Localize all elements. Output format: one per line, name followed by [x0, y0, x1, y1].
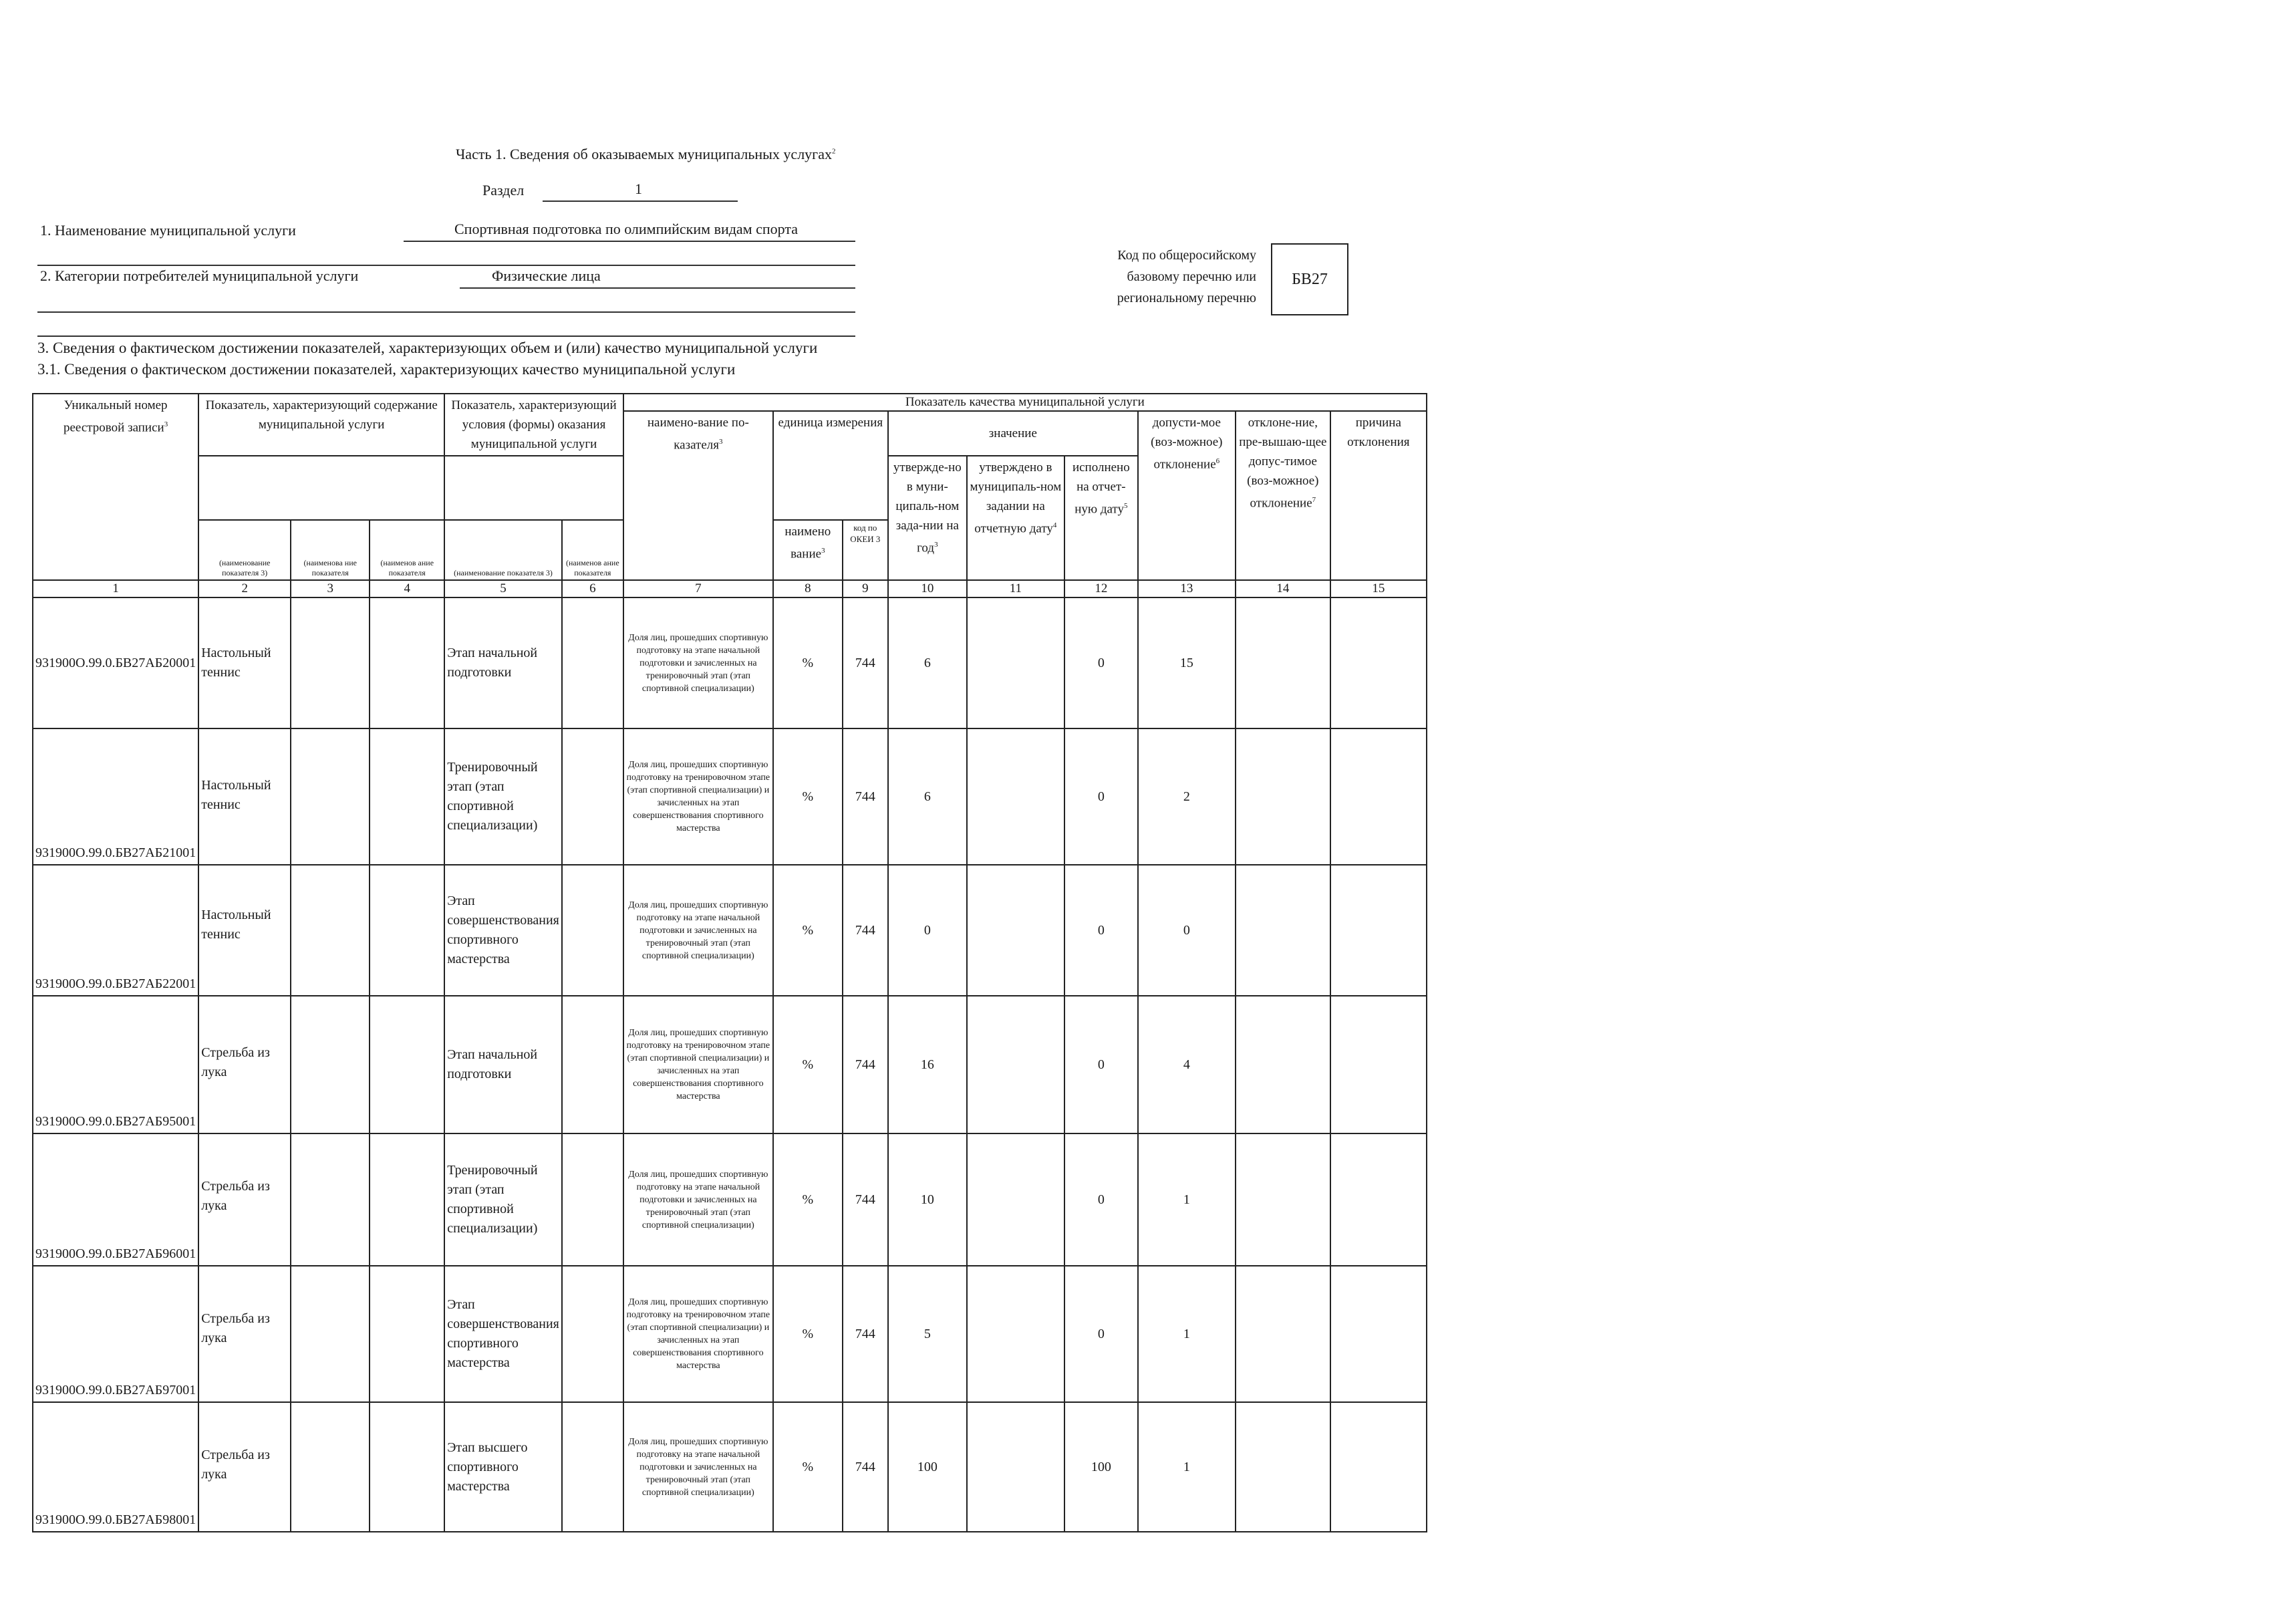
executed-value: 0: [1064, 865, 1138, 996]
registry-number: 931900О.99.0.БВ27АБ21001: [33, 728, 198, 865]
code-label: Код по общеросийскому базовому перечню или региональному перечню: [1117, 248, 1256, 305]
table-row: [33, 865, 1427, 996]
sport-name: Настольный теннис: [198, 728, 291, 865]
empty-cell: [1236, 865, 1330, 996]
col-number: 11: [967, 580, 1064, 597]
consumers-line-3: [37, 336, 855, 337]
executed-value: 0: [1064, 1133, 1138, 1266]
empty-cell: [1236, 1266, 1330, 1402]
empty-cell: [291, 597, 370, 728]
indicator-description: Доля лиц, прошедших спортивную подготовку на этапе начальной подготовки и зачисленных на тренировочный этап (этап спортивной специализации): [623, 1133, 773, 1266]
header-exceed: отклоне-ние, пре-вышаю-щее допус-тимое (воз-можное) отклонение$^7$: [1236, 411, 1330, 580]
service-name-underline: [404, 241, 855, 242]
okei-code: 744: [843, 865, 888, 996]
training-stage: Этап совершенствования спортивного мастерства: [444, 1266, 562, 1402]
header-indicator-name: наимено-вание по-казателя$^3$: [623, 411, 773, 580]
table-row: [33, 1133, 1427, 1266]
okei-code: 744: [843, 996, 888, 1133]
empty-cell: [370, 597, 444, 728]
col-number: 2: [198, 580, 291, 597]
empty-cell: [370, 728, 444, 865]
okei-code: 744: [843, 1266, 888, 1402]
consumers-value: Физические лица: [492, 267, 601, 284]
registry-number: 931900О.99.0.БВ27АБ22001: [33, 865, 198, 996]
unit-name: %: [773, 996, 843, 1133]
empty-cell: [291, 728, 370, 865]
empty-cell: [967, 1266, 1064, 1402]
approved-value: 5: [888, 1266, 967, 1402]
empty-cell: [1236, 1402, 1330, 1532]
empty-cell: [1236, 728, 1330, 865]
header-quality: Показатель качества муниципальной услуги: [623, 394, 1427, 411]
table-row: [33, 996, 1427, 1133]
registry-number: 931900О.99.0.БВ27АБ95001: [33, 996, 198, 1133]
empty-cell: [1330, 996, 1427, 1133]
empty-cell: [370, 1133, 444, 1266]
header-reason: причина отклонения: [1330, 411, 1427, 580]
empty-cell: [967, 597, 1064, 728]
empty-cell: [562, 996, 623, 1133]
unit-name: %: [773, 728, 843, 865]
empty-cell: [1330, 1402, 1427, 1532]
executed-value: 100: [1064, 1402, 1138, 1532]
indicator-description: Доля лиц, прошедших спортивную подготовку на тренировочном этапе (этап спортивной специализации) и зачисленных на этап совершенствования спортивного мастерства: [623, 728, 773, 865]
section-label: Раздел: [482, 182, 525, 198]
col-number: 1: [33, 580, 198, 597]
col-number: 12: [1064, 580, 1138, 597]
quality-table: [32, 393, 1427, 1532]
empty-cell: [562, 1133, 623, 1266]
training-stage: Этап совершенствования спортивного мастерства: [444, 865, 562, 996]
part-title: Часть 1. Сведения об оказываемых муниципальных услугах$^2$: [456, 146, 836, 162]
header-content: Показатель, характеризующий содержание муниципальной услуги: [198, 394, 444, 456]
col-number: 9: [843, 580, 888, 597]
approved-value: 10: [888, 1133, 967, 1266]
okei-code: 744: [843, 597, 888, 728]
unit-name: %: [773, 1133, 843, 1266]
empty-cell: [1330, 1133, 1427, 1266]
empty-cell: [967, 728, 1064, 865]
executed-value: 0: [1064, 996, 1138, 1133]
empty-cell: [291, 1402, 370, 1532]
training-stage: Этап начальной подготовки: [444, 996, 562, 1133]
allowed-deviation: 1: [1138, 1133, 1236, 1266]
empty-cell: [370, 1402, 444, 1532]
col-number: 10: [888, 580, 967, 597]
table-row: [33, 597, 1427, 728]
approved-value: 16: [888, 996, 967, 1133]
empty-cell: [562, 865, 623, 996]
service-name-value: Спортивная подготовка по олимпийским видам спорта: [454, 221, 799, 237]
empty-cell: [1236, 996, 1330, 1133]
header-executed: исполнено на отчет-ную дату$^5$: [1064, 456, 1138, 580]
col-number: 3: [291, 580, 370, 597]
header-conditions: Показатель, характеризующий условия (формы) оказания муниципальной услуги: [444, 394, 623, 456]
empty-cell: [291, 1133, 370, 1266]
empty-cell: [1330, 597, 1427, 728]
col-number: 15: [1330, 580, 1427, 597]
empty-cell: [1330, 865, 1427, 996]
empty-cell: [291, 865, 370, 996]
col-number: 7: [623, 580, 773, 597]
allowed-deviation: 1: [1138, 1266, 1236, 1402]
registry-number: 931900О.99.0.БВ27АБ96001: [33, 1133, 198, 1266]
empty-cell: [291, 996, 370, 1133]
allowed-deviation: 4: [1138, 996, 1236, 1133]
okei-code: 744: [843, 728, 888, 865]
training-stage: Этап начальной подготовки: [444, 597, 562, 728]
subheader-name-2: (наименова ние показателя: [291, 520, 370, 580]
table-row: [33, 1402, 1427, 1532]
subheader-name-1: (наименование показателя 3): [198, 520, 291, 580]
empty-cell: [1236, 1133, 1330, 1266]
sport-name: Стрельба из лука: [198, 996, 291, 1133]
col-number: 13: [1138, 580, 1236, 597]
indicator-description: Доля лиц, прошедших спортивную подготовку на этапе начальной подготовки и зачисленных на тренировочный этап (этап спортивной специализации): [623, 1402, 773, 1532]
header-unique-number: Уникальный номер реестровой записи$^3$: [33, 394, 198, 580]
service-name-label: 1. Наименование муниципальной услуги: [40, 222, 296, 239]
indicator-description: Доля лиц, прошедших спортивную подготовку на тренировочном этапе (этап спортивной специализации) и зачисленных на этап совершенствования спортивного мастерства: [623, 996, 773, 1133]
registry-number: 931900О.99.0.БВ27АБ97001: [33, 1266, 198, 1402]
heading-3-1: 3.1. Сведения о фактическом достижении показателей, характеризующих качество муниципальной услуги: [37, 361, 736, 378]
header-approved-mun: утвержде-но в муни-ципаль-ном зада-нии на год$^3$: [888, 456, 967, 580]
table-row: [33, 1266, 1427, 1402]
section-value: 1: [635, 180, 642, 197]
empty-cell: [370, 865, 444, 996]
col-number: 5: [444, 580, 562, 597]
okei-code: 744: [843, 1402, 888, 1532]
training-stage: Этап высшего спортивного мастерства: [444, 1402, 562, 1532]
empty-cell: [967, 865, 1064, 996]
header-unit: единица измерения: [773, 411, 888, 520]
unit-name: %: [773, 865, 843, 996]
empty-cell: [1330, 728, 1427, 865]
consumers-underline: [460, 287, 855, 289]
header-okei: код по ОКЕИ 3: [843, 520, 888, 580]
allowed-deviation: 0: [1138, 865, 1236, 996]
allowed-deviation: 15: [1138, 597, 1236, 728]
header-approved-date: утверждено в муниципаль-ном задании на отчетную дату$^4$: [967, 456, 1064, 580]
approved-value: 100: [888, 1402, 967, 1532]
empty-cell: [562, 1402, 623, 1532]
sport-name: Стрельба из лука: [198, 1266, 291, 1402]
code-box: БВ27: [1271, 243, 1348, 315]
indicator-description: Доля лиц, прошедших спортивную подготовку на этапе начальной подготовки и зачисленных на тренировочный этап (этап спортивной специализации): [623, 597, 773, 728]
empty-cell: [562, 597, 623, 728]
section-underline: [543, 200, 738, 202]
col-number: 14: [1236, 580, 1330, 597]
header-allowed: допусти-мое (воз-можное) отклонение$^6$: [1138, 411, 1236, 580]
sport-name: Стрельба из лука: [198, 1402, 291, 1532]
empty-cell: [370, 996, 444, 1133]
empty-cell: [967, 996, 1064, 1133]
consumers-line-2: [37, 311, 855, 313]
heading-3: 3. Сведения о фактическом достижении показателей, характеризующих объем и (или) качество муниципальной услуги: [37, 340, 818, 356]
empty-cell: [562, 1266, 623, 1402]
content-blank: [198, 456, 444, 520]
indicator-description: Доля лиц, прошедших спортивную подготовку на этапе начальной подготовки и зачисленных на тренировочный этап (этап спортивной специализации): [623, 865, 773, 996]
okei-code: 744: [843, 1133, 888, 1266]
unit-name: %: [773, 1266, 843, 1402]
table-row: [33, 728, 1427, 865]
empty-cell: [370, 1266, 444, 1402]
subheader-name-5: (наименов ание показателя: [562, 520, 623, 580]
training-stage: Тренировочный этап (этап спортивной специализации): [444, 728, 562, 865]
header-value: значение: [888, 411, 1138, 456]
subheader-name-3: (наименов ание показателя: [370, 520, 444, 580]
executed-value: 0: [1064, 1266, 1138, 1402]
header-unit-name: наимено вание$^3$: [773, 520, 843, 580]
service-name-line-2: [37, 265, 855, 266]
unit-name: %: [773, 1402, 843, 1532]
approved-value: 6: [888, 728, 967, 865]
empty-cell: [967, 1133, 1064, 1266]
training-stage: Тренировочный этап (этап спортивной специализации): [444, 1133, 562, 1266]
approved-value: 6: [888, 597, 967, 728]
executed-value: 0: [1064, 728, 1138, 865]
sport-name: Стрельба из лука: [198, 1133, 291, 1266]
indicator-description: Доля лиц, прошедших спортивную подготовку на тренировочном этапе (этап спортивной специализации) и зачисленных на этап совершенствования спортивного мастерства: [623, 1266, 773, 1402]
col-number: 8: [773, 580, 843, 597]
registry-number: 931900О.99.0.БВ27АБ98001: [33, 1402, 198, 1532]
empty-cell: [291, 1266, 370, 1402]
subheader-name-4: (наименование показателя 3): [444, 520, 562, 580]
approved-value: 0: [888, 865, 967, 996]
sport-name: Настольный теннис: [198, 597, 291, 728]
empty-cell: [1236, 597, 1330, 728]
empty-cell: [967, 1402, 1064, 1532]
unit-name: %: [773, 597, 843, 728]
allowed-deviation: 2: [1138, 728, 1236, 865]
col-number: 4: [370, 580, 444, 597]
empty-cell: [562, 728, 623, 865]
col-number: 6: [562, 580, 623, 597]
empty-cell: [1330, 1266, 1427, 1402]
consumers-label: 2. Категории потребителей муниципальной услуги: [40, 267, 359, 284]
executed-value: 0: [1064, 597, 1138, 728]
conditions-blank: [444, 456, 623, 520]
registry-number: 931900О.99.0.БВ27АБ20001: [33, 597, 198, 728]
sport-name: Настольный теннис: [198, 865, 291, 996]
allowed-deviation: 1: [1138, 1402, 1236, 1532]
